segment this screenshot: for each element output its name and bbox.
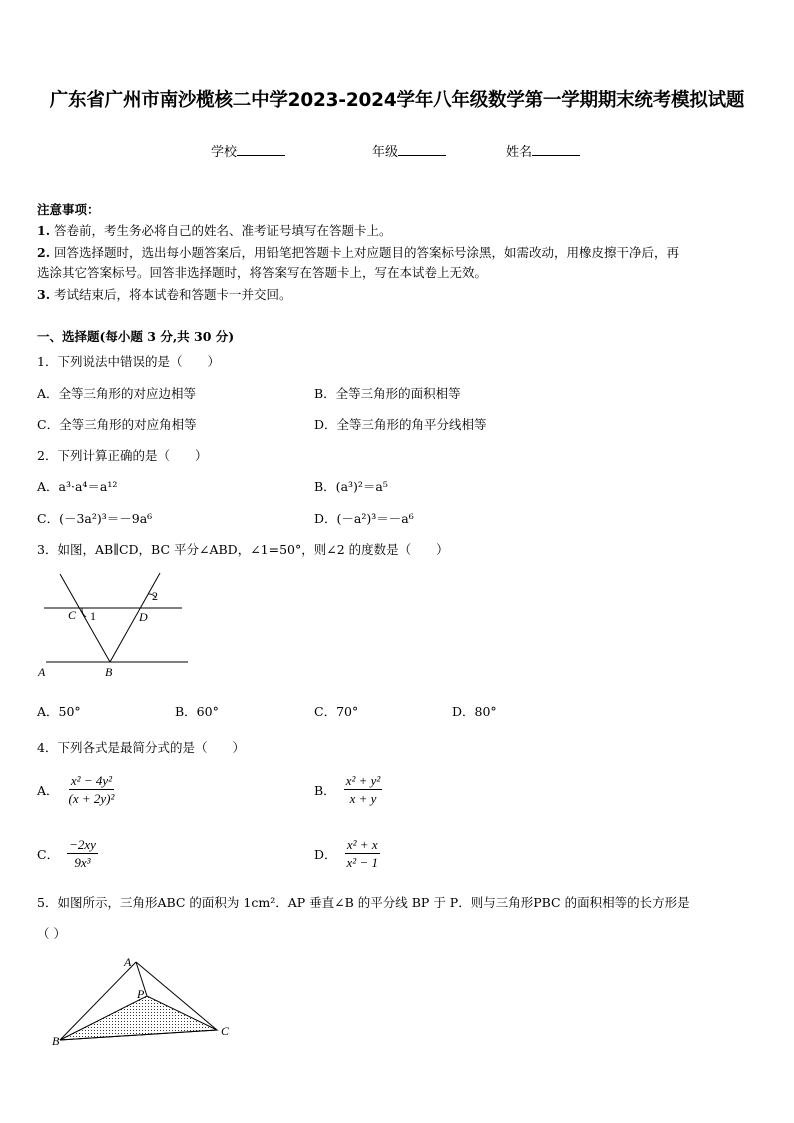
q3-option-a: A．50° <box>37 704 81 719</box>
q4-option-a <box>37 772 116 807</box>
q4-option-d-label: D． <box>314 846 337 862</box>
note-2-cont: 选涂其它答案标号。回答非选择题时，将答案写在答题卡上，写在本试卷上无效。 <box>37 265 488 280</box>
q4-option-b-fraction <box>344 772 383 807</box>
name-field <box>506 141 580 160</box>
label-b: B <box>105 665 113 679</box>
grade-field <box>372 141 446 160</box>
q4-option-b-label: B． <box>314 782 336 798</box>
note-1-num: 1. <box>37 223 51 238</box>
q4-c-denominator: 9x³ <box>74 855 91 870</box>
q5-triangle-figure <box>40 952 240 1052</box>
note-1-text: 答卷前，考生务必将自己的姓名、准考证号填写在答题卡上。 <box>54 223 392 238</box>
q4-d-numerator: x² + x <box>346 837 378 852</box>
school-field <box>211 141 285 160</box>
q4-option-a-label: A． <box>37 782 59 798</box>
q4-option-d-fraction <box>345 836 380 871</box>
q5-paren: （ ） <box>37 926 66 941</box>
q4-a-denominator: (x + 2y)² <box>68 791 115 806</box>
note-1 <box>37 221 392 241</box>
label-d: D <box>139 610 148 624</box>
name-blank <box>532 143 580 156</box>
q1-option-a: A．全等三角形的对应边相等 <box>37 386 197 401</box>
line-bd <box>110 573 160 662</box>
q4-d-denominator: x² − 1 <box>346 855 378 870</box>
q3-option-c: C．70° <box>314 704 359 719</box>
grade-label: 年级 <box>372 145 399 160</box>
school-blank <box>237 143 285 156</box>
label-a: A <box>38 665 46 679</box>
q2-stem: 2．下列计算正确的是（ ） <box>37 448 208 463</box>
q4-b-denominator: x + y <box>349 791 377 806</box>
label-p: P <box>137 987 145 1001</box>
q4-b-numerator: x² + y² <box>345 773 381 788</box>
q3-option-b: B．60° <box>175 704 219 719</box>
q2-option-b: B．(a³)²＝a⁵ <box>314 479 388 494</box>
triangle-pbc-shaded <box>60 996 217 1040</box>
note-3-text: 考试结束后，将本试卷和答题卡一并交回。 <box>54 287 292 302</box>
note-3 <box>37 285 292 305</box>
label-c: C <box>68 608 77 622</box>
label-b: B <box>52 1034 60 1048</box>
label-c: C <box>221 1024 230 1038</box>
label-2: 2 <box>152 589 158 603</box>
q4-option-c-label: C． <box>37 846 60 862</box>
school-label: 学校 <box>211 145 238 160</box>
q4-a-numerator: x² − 4y² <box>70 773 113 788</box>
section-heading: 一、选择题(每小题 3 分,共 30 分) <box>37 329 235 344</box>
page-title: 广东省广州市南沙榄核二中学2023-2024学年八年级数学第一学期期末统考模拟试题 <box>49 90 745 111</box>
q2-option-d: D．(－a²)³＝－a⁶ <box>314 511 414 526</box>
label-1: 1 <box>90 609 96 623</box>
q4-c-numerator: −2xy <box>69 837 96 852</box>
angle-1-arc <box>82 608 86 617</box>
q1-option-c: C．全等三角形的对应角相等 <box>37 417 197 432</box>
q2-option-a: A．a³·a⁴＝a¹² <box>37 479 118 494</box>
q4-option-b <box>314 772 382 807</box>
name-label: 姓名 <box>506 145 533 160</box>
label-a: A <box>124 955 132 969</box>
note-3-num: 3. <box>37 287 51 302</box>
q4-option-a-fraction <box>67 772 117 807</box>
grade-blank <box>398 143 446 156</box>
note-2 <box>37 243 762 263</box>
q1-stem: 1．下列说法中错误的是（ ） <box>37 354 220 369</box>
note-2-text-a: 回答选择题时，选出每小题答案后，用铅笔把答题卡上对应题目的答案标号涂黑，如需改动，用橡皮擦干净后，再 <box>54 245 680 260</box>
q4-option-c-fraction <box>67 836 98 871</box>
q3-option-d: D．80° <box>452 704 497 719</box>
note-2-num: 2. <box>37 245 51 260</box>
q4-stem: 4．下列各式是最简分式的是（ ） <box>37 740 245 755</box>
q2-option-c: C．(－3a²)³＝－9a⁶ <box>37 511 153 526</box>
q5-stem: 5．如图所示，三角形ABC 的面积为 1cm²．AP 垂直∠B 的平分线 BP 于 P．则与三角形PBC 的面积相等的长方形是 <box>37 895 690 910</box>
q4-option-c <box>37 836 98 871</box>
q3-stem: 3．如图，AB∥CD，BC 平分∠ABD，∠1=50°，则∠2 的度数是（ ） <box>37 542 449 557</box>
q4-option-d <box>314 836 380 871</box>
q3-parallel-lines-figure <box>36 568 196 683</box>
q1-option-b: B．全等三角形的面积相等 <box>314 386 461 401</box>
notes-heading: 注意事项： <box>37 202 100 217</box>
q1-option-d: D．全等三角形的角平分线相等 <box>314 417 487 432</box>
